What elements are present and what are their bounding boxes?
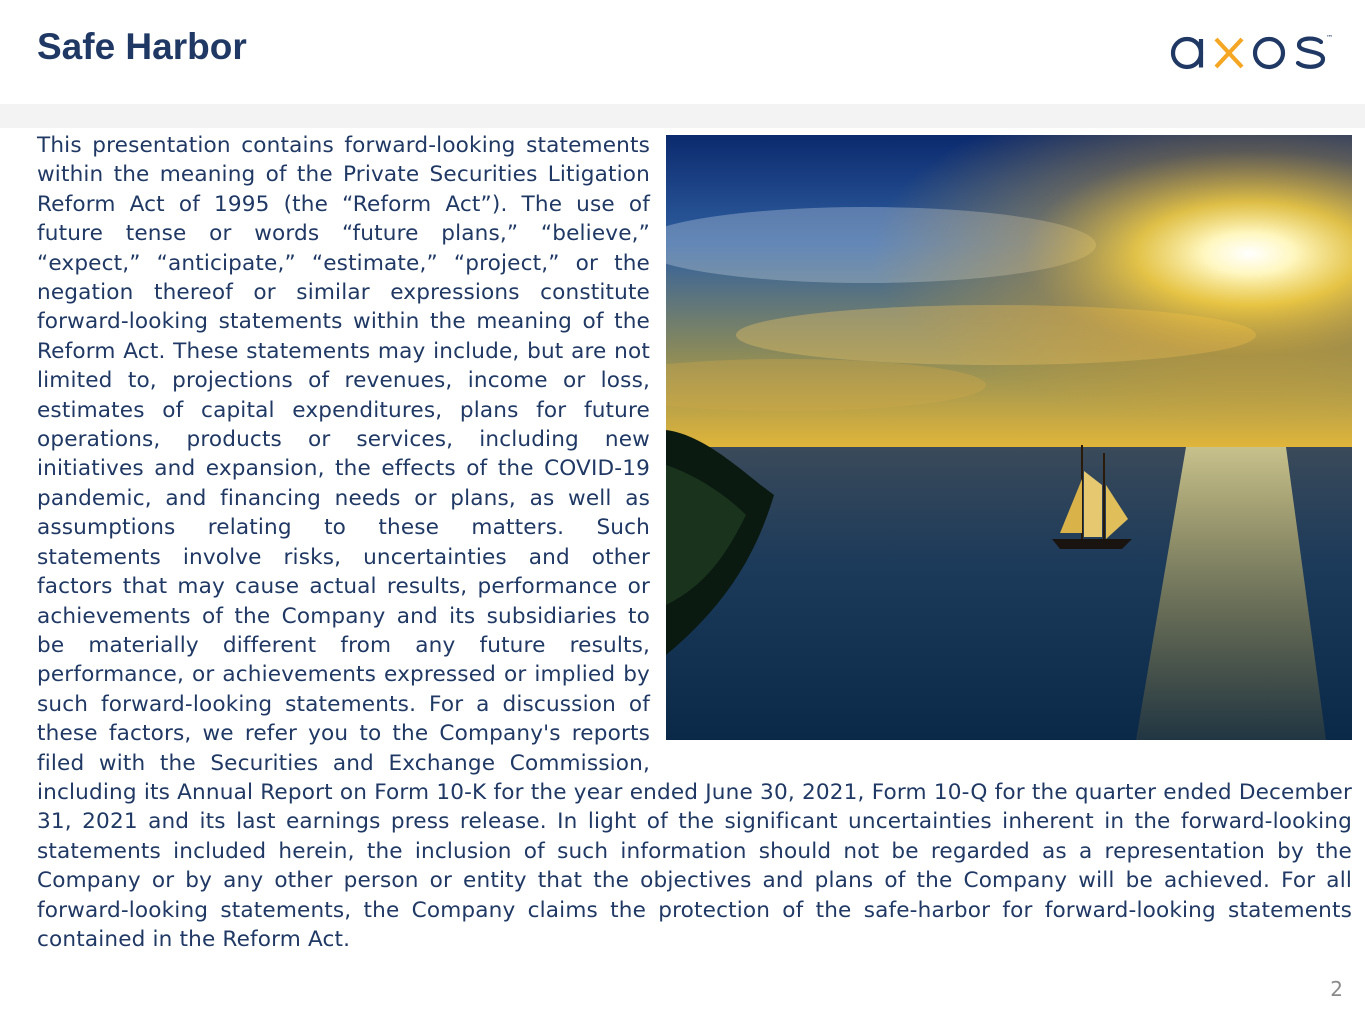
slide-header: [0, 0, 1365, 104]
safe-harbor-statement: [37, 131, 1352, 954]
axos-logo-mark: [1168, 28, 1338, 74]
sailboat-sunset-image: [666, 135, 1352, 740]
trademark-symbol: ™: [1326, 34, 1333, 42]
page-title: Safe Harbor: [37, 26, 247, 67]
axos-logo: [1168, 28, 1338, 74]
page-number: 2: [1330, 977, 1343, 1001]
safe-harbor-paragraph: This presentation contains forward-looking statements within the meaning of the Private Securities Litigation Reform Act of 1995 (the “Reform Act”). The use of future tense or words “future plans,” “believe,” “expect,” “anticipate,” “estimate,” “project,” or the negation thereof or similar expressions constitute forward-looking statements within the meaning of the Reform Act. These statements may include, but are not limited to, projections of revenues, income or loss, estimates of capital expenditures, plans for future operations, products or services, including new initiatives and expansion, the effects of the COVID-19 pandemic, and financing needs or plans, as well as assumptions relating to these matters. Such statements involve risks, uncertainties and other factors that may cause actual results, performance or achievements of the Company and its subsidiaries to be materially different from any future results, performance, or achievements expressed or implied by such forward-looking statements. For a discussion of these factors, we refer you to the Company's reports filed with the Securities and Exchange Commission, including its Annual Report on Form 10-K for the year ended June 30, 2021, Form 10-Q for the quarter ended December 31, 2021 and its last earnings press release. In light of the significant uncertainties inherent in the forward-looking statements included herein, the inclusion of such information should not be regarded as a representation by the Company or by any other person or entity that the objectives and plans of the Company will be achieved. For all forward-looking statements, the Company claims the protection of the safe-harbor for forward-looking statements contained in the Reform Act.: [37, 133, 1352, 952]
